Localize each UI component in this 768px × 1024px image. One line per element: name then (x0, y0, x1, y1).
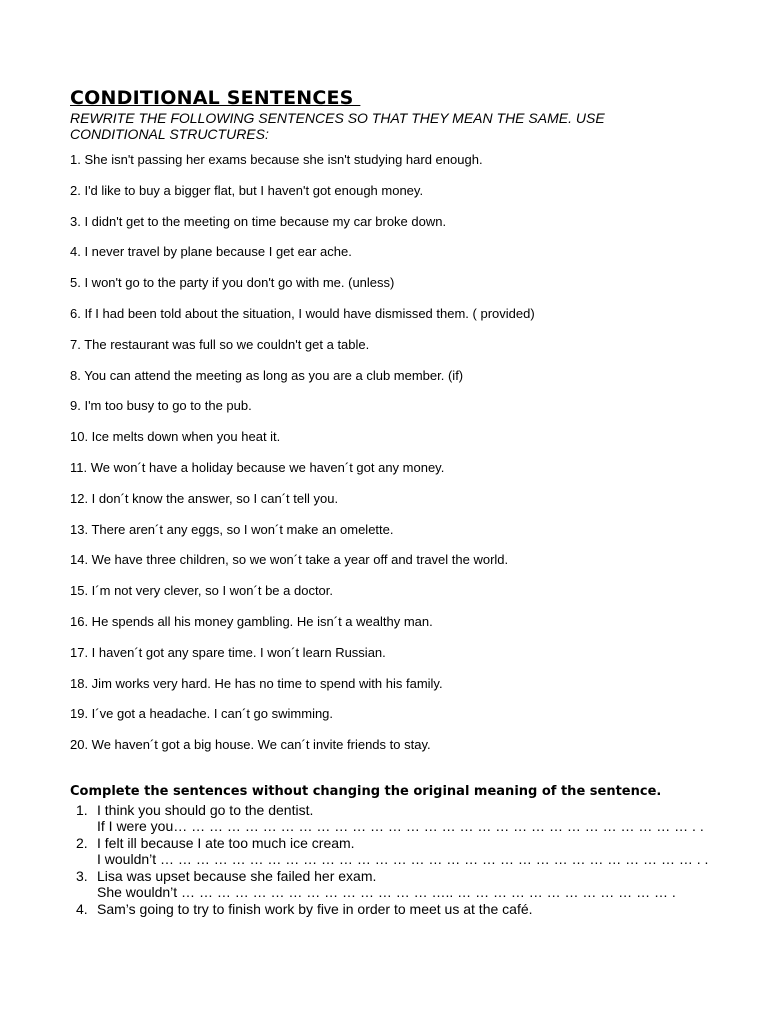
item-number: 3. (76, 867, 88, 884)
complete-item (70, 834, 709, 868)
list-item: 1. She isn't passing her exams because she isn't studying hard enough. (70, 152, 483, 167)
list-item: 18. Jim works very hard. He has no time to spend with his family. (70, 675, 443, 691)
complete-item (70, 801, 704, 835)
answer-line: She wouldn’t … … … … … … … … … … … … … … ….. … … … … … … … … … … … … . (97, 884, 676, 901)
answer-line: If I were you… … … … … … … … … … … … … … … … … … … … … … … … … … … … … . . (97, 818, 704, 835)
list-item: 13. There aren´t any eggs, so I won´t make an omelette. (70, 521, 394, 537)
list-item: 4. I never travel by plane because I get ear ache. (70, 244, 352, 260)
answer-line: I wouldn’t … … … … … … … … … … … … … … … … … … … … … … … … … … … … … … . . (97, 851, 709, 868)
list-item: 6. If I had been told about the situation, I would have dismissed them. ( provided) (70, 305, 535, 321)
list-item: 20. We haven´t got a big house. We can´t invite friends to stay. (70, 737, 431, 753)
list-item: 15. I´m not very clever, so I won´t be a doctor. (70, 583, 334, 599)
list-item: 11. We won´t have a holiday because we haven´t got any money. (70, 459, 445, 475)
complete-item (70, 901, 700, 918)
list-item: 8. You can attend the meeting as long as you are a club member. (if) (70, 367, 464, 383)
instructions: REWRITE THE FOLLOWING SENTENCES SO THAT THEY MEAN THE SAME. USE CONDITIONAL STRUCTURES: (70, 110, 605, 142)
page-title: CONDITIONAL SENTENCES (70, 87, 361, 109)
item-prompt: I felt ill because I ate too much ice cream. (97, 834, 355, 851)
item-number: 2. (76, 834, 88, 851)
sentence-list (70, 152, 700, 768)
list-item: 17. I haven´t got any spare time. I won´t learn Russian. (70, 644, 386, 660)
item-prompt: Lisa was upset because she failed her exam. (97, 867, 377, 884)
list-item: 2. I'd like to buy a bigger flat, but I haven't got enough money. (70, 182, 424, 198)
list-item: 3. I didn't get to the meeting on time because my car broke down. (70, 213, 447, 229)
worksheet-page (70, 86, 709, 917)
item-number: 4. (76, 900, 88, 917)
complete-item (70, 868, 700, 901)
list-item: 14. We have three children, so we won´t take a year off and travel the world. (70, 552, 509, 568)
list-item: 19. I´ve got a headache. I can´t go swimming. (70, 706, 334, 722)
item-number: 1. (76, 801, 88, 818)
complete-list (70, 801, 709, 918)
section-heading: Complete the sentences without changing the original meaning of the sentence. (70, 783, 662, 799)
item-prompt: I think you should go to the dentist. (97, 801, 314, 818)
list-item: 10. Ice melts down when you heat it. (70, 429, 281, 445)
list-item: 9. I'm too busy to go to the pub. (70, 398, 252, 414)
list-item: 7. The restaurant was full so we couldn't get a table. (70, 336, 370, 352)
list-item: 16. He spends all his money gambling. He isn´t a wealthy man. (70, 613, 433, 629)
list-item: 12. I don´t know the answer, so I can´t tell you. (70, 490, 339, 506)
item-prompt: Sam’s going to try to finish work by five in order to meet us at the café. (97, 900, 533, 917)
list-item: 5. I won't go to the party if you don't go with me. (unless) (70, 275, 395, 291)
